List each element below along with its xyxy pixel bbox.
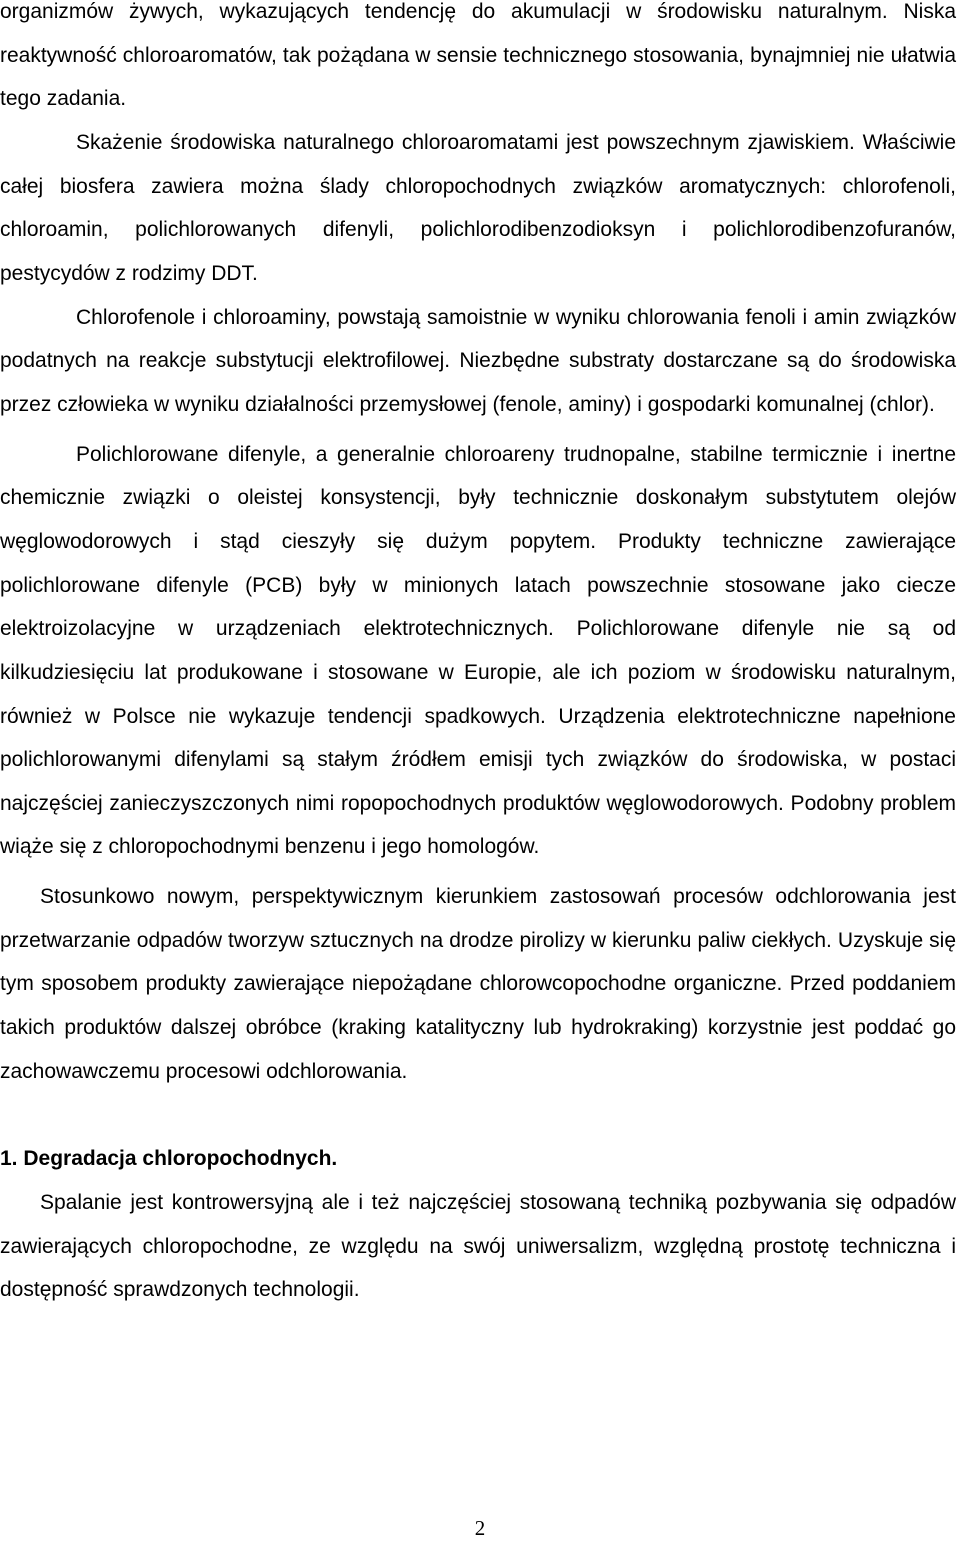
page-number: 2 [474, 1516, 486, 1540]
paragraph-1: organizmów żywych, wykazujących tendencję do akumulacji w środowisku naturalnym. Niska reaktywność chloroaromatów, tak pożądana w sensie technicznego stosowania, bynajmniej nie ułatwia tego zadania. [0, 0, 956, 111]
paragraph-5: Stosunkowo nowym, perspektywicznym kierunkiem zastosowań procesów odchlorowania jest przetwarzanie odpadów tworzyw sztucznych na drodze pirolizy w kierunku paliw ciekłych. Uzyskuje się tym sposobem produkty zawierające niepożądane chlorowcopochodne organiczne. Przed poddaniem takich produktów dalszej obróbce (kraking katalityczny lub hydrokraking) korzystnie jest poddać go zachowawczemu procesowi odchlorowania. [0, 885, 956, 1083]
paragraph-4: Polichlorowane difenyle, a generalnie chloroareny trudnopalne, stabilne termicznie i inertne chemicznie związki o oleistej konsystencji, były technicznie doskonałym substytutem olejów węglowodorowych i stąd cieszyły się dużym popytem. Produkty techniczne zawierające polichlorowane difenyle (PCB) były w minionych latach powszechnie stosowane jako ciecze elektroizolacyjne w urządzeniach elektrotechnicznych. Polichlorowane difenyle nie są od kilkudziesięciu lat produkowane i stosowane w Europie, ale ich poziom w środowisku naturalnym, również w Polsce nie wykazuje tendencji spadkowych. Urządzenia elektrotechniczne napełnione polichlorowanymi difenylami są stałym źródłem emisji tych związków do środowiska, w postaci najczęściej zanieczyszczonych nimi ropopochodnych produktów węglowodorowych. Podobny problem wiąże się z chloropochodnymi benzenu i jego homologów. [0, 442, 956, 859]
paragraph-6: Spalanie jest kontrowersyjną ale i też najczęściej stosowaną techniką pozbywania się odpadów zawierających chloropochodne, ze względu na swój uniwersalizm, względną prostotę techniczna i dostępność sprawdzonych technologii. [0, 1191, 956, 1302]
paragraph-3: Chlorofenole i chloroaminy, powstają samoistnie w wyniku chlorowania fenoli i amin związków podatnych na reakcje substytucji elektrofilowej. Niezbędne substraty dostarczane są do środowiska przez człowieka w wyniku działalności przemysłowej (fenole, aminy) i gospodarki komunalnej (chlor). [0, 305, 956, 416]
paragraph-2: Skażenie środowiska naturalnego chloroaromatami jest powszechnym zjawiskiem. Właściwie całej biosfera zawiera można ślady chloropochodnych związków aromatycznych: chlorofenoli, chloroamin, polichlorowanych difenyli, polichlorodibenzodioksyn i polichlorodibenzofuranów, pestycydów z rodzimy DDT. [0, 130, 956, 285]
section-heading: 1. Degradacja chloropochodnych. [0, 1147, 338, 1171]
